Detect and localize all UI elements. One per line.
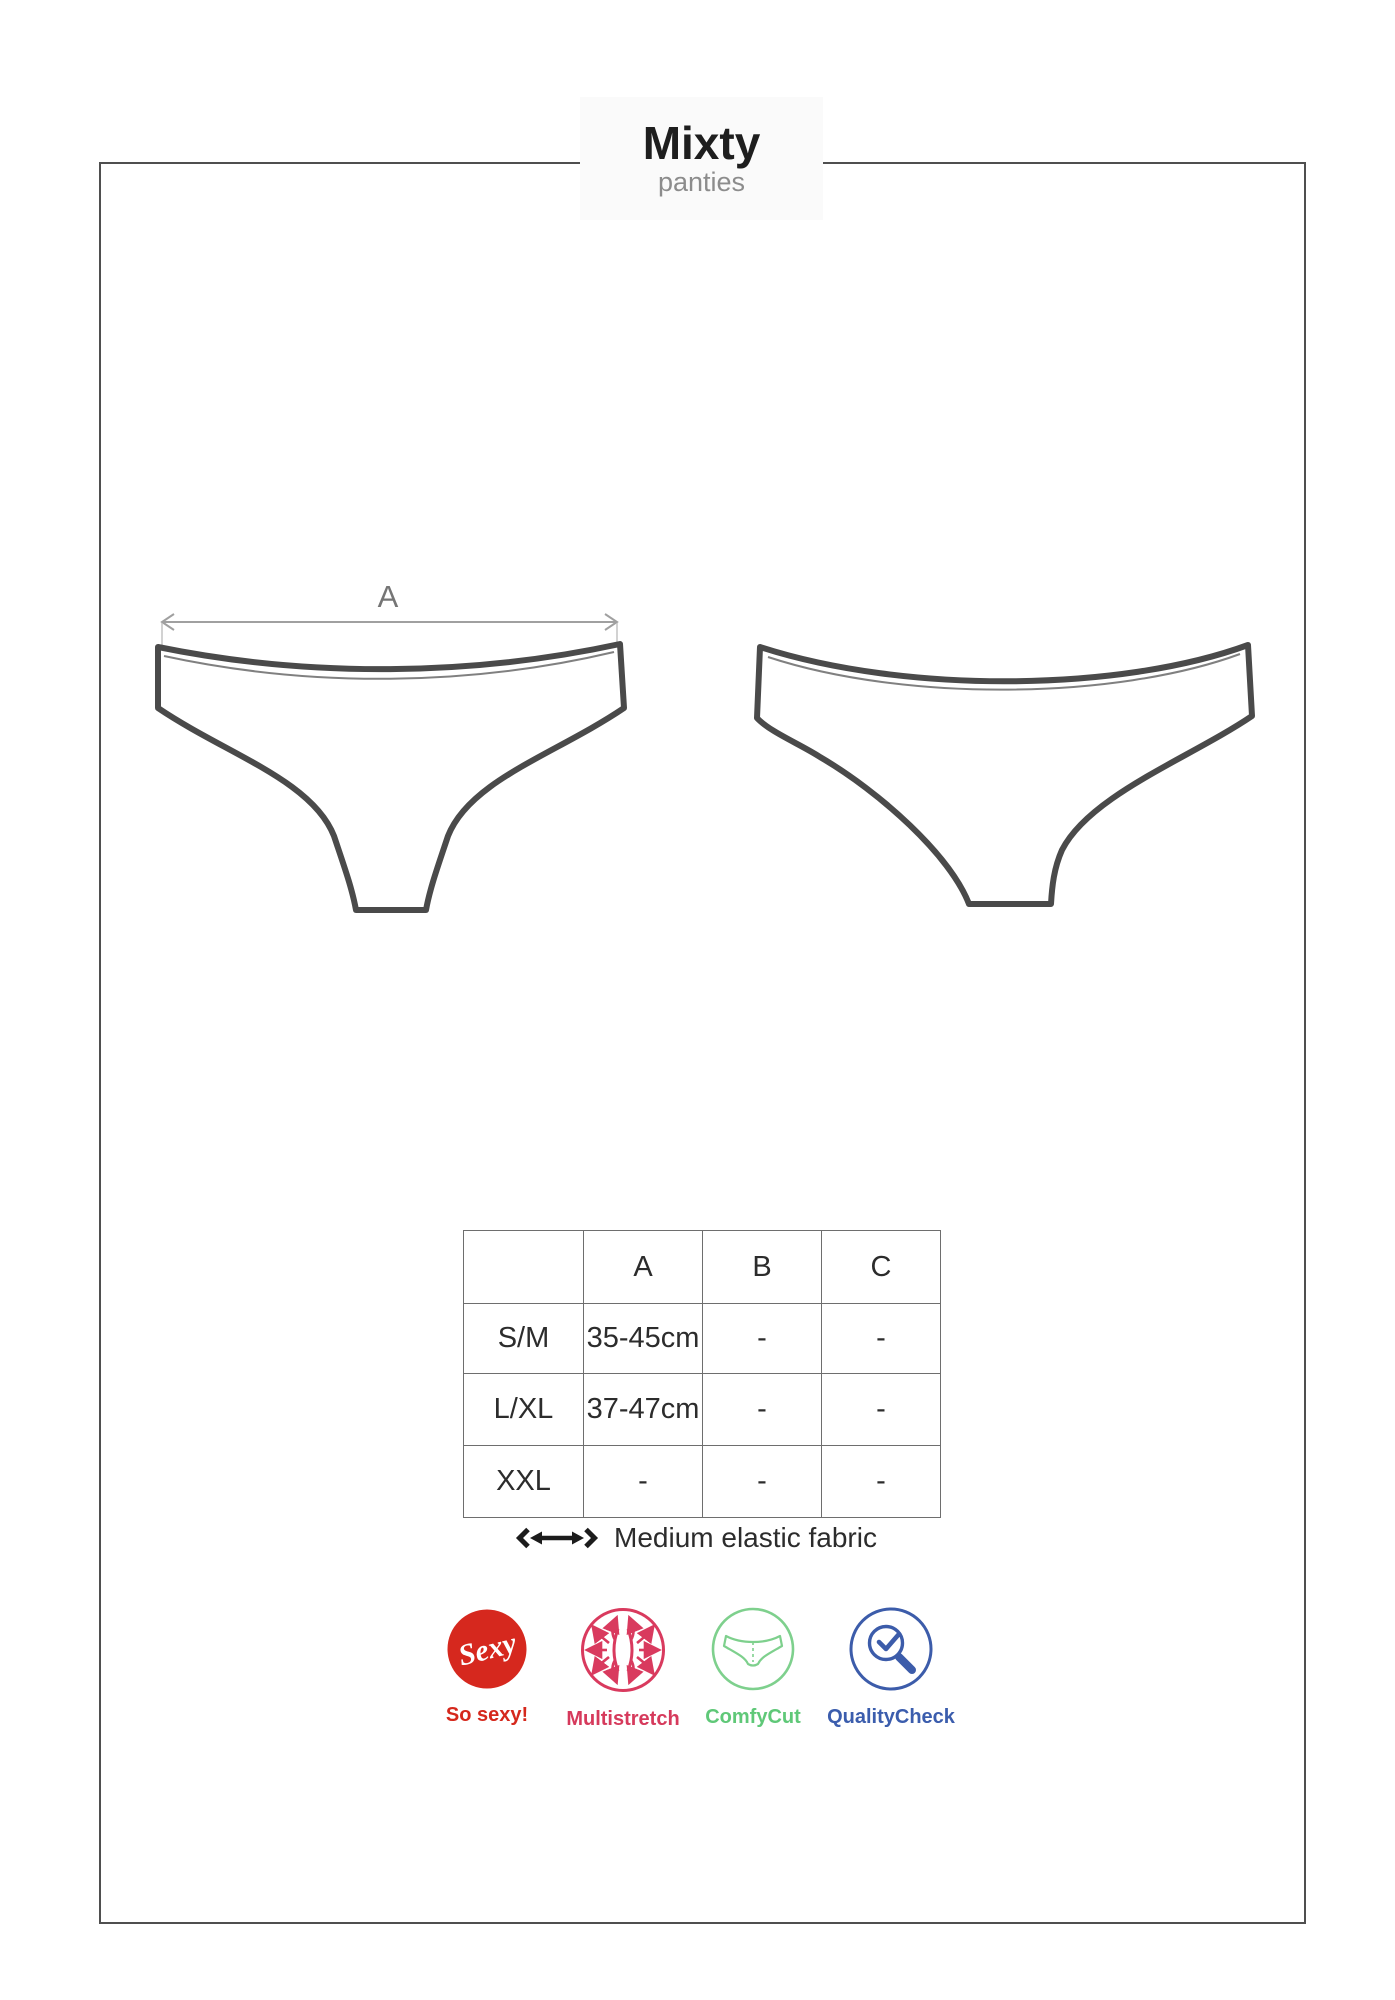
comfycut-icon: [710, 1606, 796, 1692]
size-table-header-a: A: [584, 1231, 703, 1304]
panties-back-drawing: [757, 645, 1252, 904]
page-subtitle: panties: [657, 167, 746, 198]
qualitycheck-icon: [848, 1606, 934, 1692]
feature-label: Multistretch: [566, 1708, 680, 1730]
size-value-a: -: [584, 1446, 703, 1518]
size-table: [463, 1230, 941, 1518]
size-value-b: -: [703, 1374, 822, 1446]
size-table-header-row: [464, 1231, 941, 1304]
table-row-xxl: [464, 1446, 941, 1518]
size-value-a: 35-45cm: [584, 1304, 703, 1374]
size-table-header-empty: [464, 1231, 584, 1304]
panties-front-drawing: [158, 644, 624, 910]
size-table-header-b: B: [703, 1231, 822, 1304]
feature-badges: [0, 1606, 1395, 1756]
feature-label: QualityCheck: [827, 1706, 955, 1728]
size-label: L/XL: [464, 1374, 584, 1446]
size-label: S/M: [464, 1304, 584, 1374]
multistretch-icon: [579, 1606, 667, 1694]
feature-qualitycheck: [816, 1606, 966, 1729]
size-value-a: 37-47cm: [584, 1374, 703, 1446]
fabric-note-text: Medium elastic fabric: [614, 1522, 877, 1553]
feature-multistretch: [548, 1606, 698, 1731]
feature-so-sexy: [412, 1606, 562, 1727]
size-value-c: -: [822, 1374, 941, 1446]
size-value-b: -: [703, 1446, 822, 1518]
size-value-c: -: [822, 1446, 941, 1518]
sexy-badge-text: Sexy: [455, 1626, 520, 1673]
size-label: XXL: [464, 1446, 584, 1518]
size-table-header-c: C: [822, 1231, 941, 1304]
measure-arrow: [162, 614, 617, 650]
title-block: [580, 97, 823, 220]
feature-comfycut: [678, 1606, 828, 1729]
fabric-note: [514, 1518, 877, 1558]
elastic-arrow-icon: [514, 1523, 600, 1553]
size-value-c: -: [822, 1304, 941, 1374]
page-title: Mixty: [642, 117, 761, 169]
feature-label: So sexy!: [445, 1704, 529, 1726]
measurement-a-label: A: [377, 579, 399, 614]
feature-label: ComfyCut: [705, 1706, 801, 1728]
table-row-lxl: [464, 1374, 941, 1446]
table-row-sm: [464, 1304, 941, 1374]
sexy-badge-icon: [445, 1606, 529, 1690]
size-value-b: -: [703, 1304, 822, 1374]
